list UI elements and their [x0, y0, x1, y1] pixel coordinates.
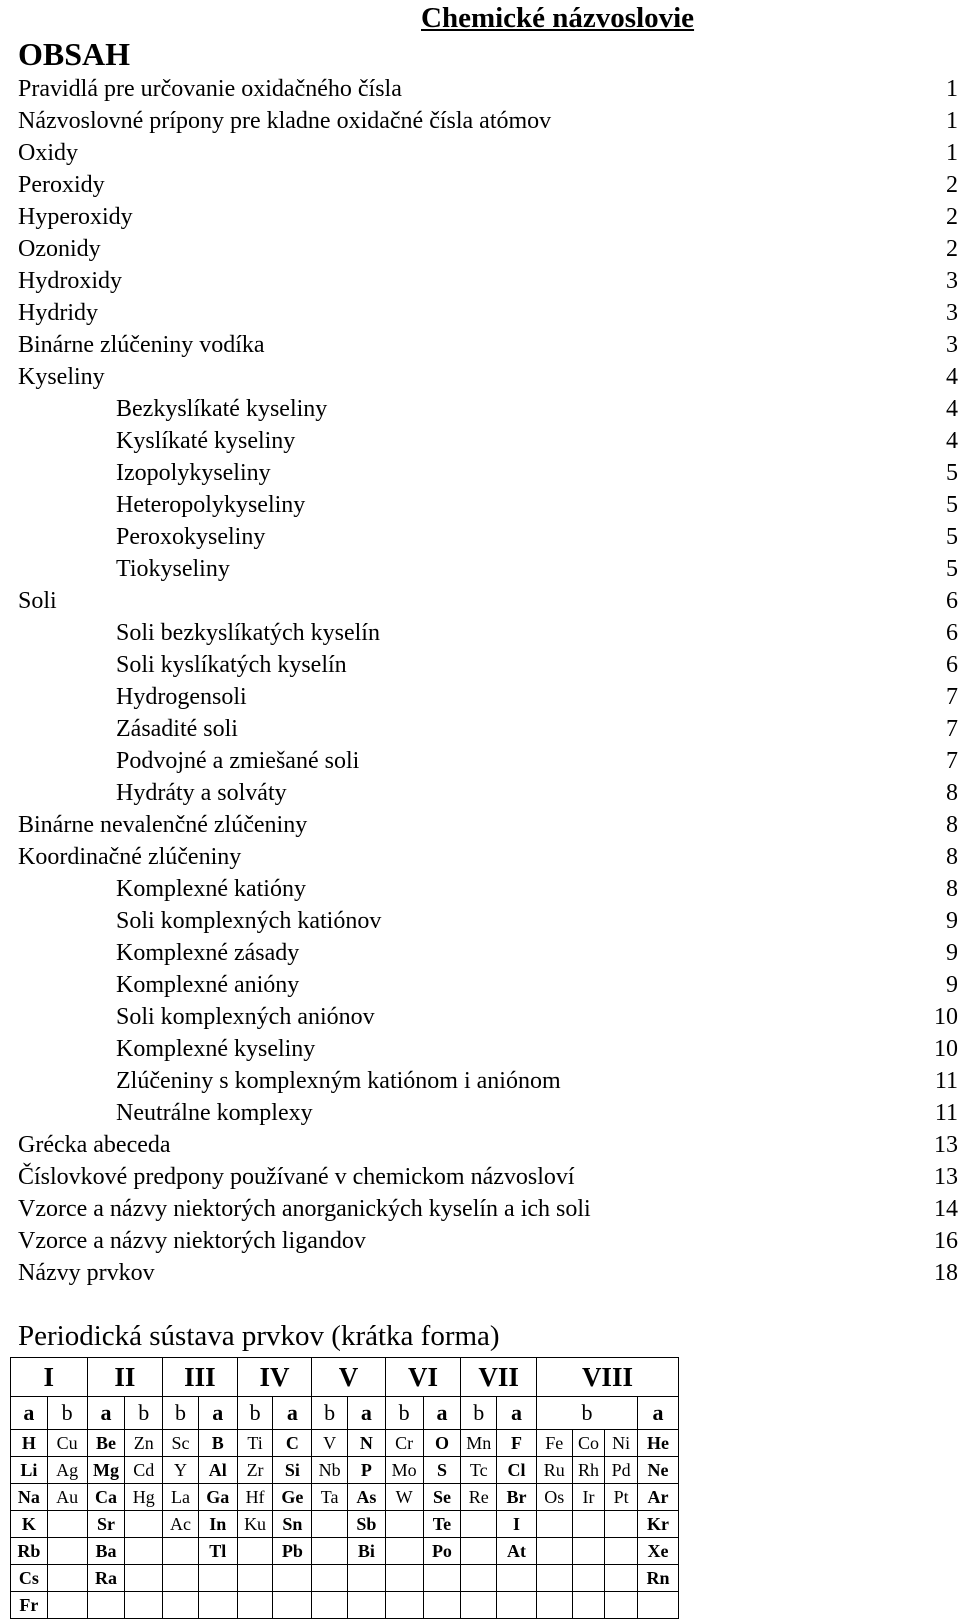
toc-entry[interactable]	[18, 233, 958, 265]
element-cell: Pt	[605, 1484, 638, 1511]
toc-entry-label: Peroxidy	[18, 172, 105, 198]
element-cell: Ne	[638, 1457, 679, 1484]
subgroup-row	[11, 1397, 679, 1430]
toc-entry[interactable]	[18, 329, 958, 361]
empty-cell	[163, 1538, 199, 1565]
toc-entry[interactable]	[18, 553, 958, 585]
element-cell: Ca	[87, 1484, 125, 1511]
toc-entry-label: Izopolykyseliny	[116, 460, 271, 486]
element-cell: Pd	[605, 1457, 638, 1484]
element-cell: Hf	[237, 1484, 273, 1511]
element-cell: Au	[47, 1484, 87, 1511]
toc-entry-label: Heteropolykyseliny	[116, 492, 306, 518]
element-cell: Cu	[47, 1430, 87, 1457]
empty-cell	[461, 1565, 497, 1592]
toc-entry-label: Oxidy	[18, 140, 78, 166]
toc-entry[interactable]	[18, 489, 958, 521]
empty-cell	[385, 1538, 423, 1565]
toc-entry[interactable]	[18, 457, 958, 489]
element-cell: Sc	[163, 1430, 199, 1457]
toc-entry-label: Vzorce a názvy niektorých anorganických kyselín a ich soli	[18, 1196, 591, 1222]
element-cell: Po	[423, 1538, 461, 1565]
period-row	[11, 1592, 679, 1619]
toc-entry-page-number: 16	[934, 1228, 958, 1254]
toc-entry[interactable]	[18, 105, 958, 137]
toc-entry-label: Názvoslovné prípony pre kladne oxidačné čísla atómov	[18, 108, 552, 134]
element-cell: C	[273, 1430, 312, 1457]
toc-entry-page-number: 1	[946, 76, 958, 102]
toc-entry-label: Soli bezkyslíkatých kyselín	[116, 620, 380, 646]
element-cell: Mn	[461, 1430, 497, 1457]
toc-entry[interactable]	[18, 937, 958, 969]
empty-cell	[312, 1565, 348, 1592]
element-cell: Tc	[461, 1457, 497, 1484]
empty-cell	[273, 1592, 312, 1619]
toc-entry-label: Soli komplexných aniónov	[116, 1004, 375, 1030]
toc-entry-label: Hydroxidy	[18, 268, 122, 294]
empty-cell	[385, 1511, 423, 1538]
toc-entry-page-number: 6	[946, 620, 958, 646]
toc-entry-page-number: 18	[934, 1260, 958, 1286]
element-cell: V	[312, 1430, 348, 1457]
group-header-cell: II	[87, 1358, 163, 1397]
toc-entry-label: Binárne zlúčeniny vodíka	[18, 332, 265, 358]
empty-cell	[572, 1565, 605, 1592]
element-cell: Ra	[87, 1565, 125, 1592]
element-cell: O	[423, 1430, 461, 1457]
empty-cell	[87, 1592, 125, 1619]
empty-cell	[572, 1538, 605, 1565]
toc-entry-label: Zásadité soli	[116, 716, 238, 742]
element-cell: Ag	[47, 1457, 87, 1484]
element-cell: F	[497, 1430, 537, 1457]
empty-cell	[273, 1565, 312, 1592]
element-cell: At	[497, 1538, 537, 1565]
empty-cell	[605, 1592, 638, 1619]
toc-entry-label: Tiokyseliny	[116, 556, 230, 582]
toc-entry-label: Kyseliny	[18, 364, 105, 390]
subgroup-cell: b	[237, 1397, 273, 1430]
toc-entry-label: Ozonidy	[18, 236, 101, 262]
element-cell: Rb	[11, 1538, 48, 1565]
group-header-cell: V	[312, 1358, 386, 1397]
empty-cell	[312, 1511, 348, 1538]
toc-entry-label: Komplexné anióny	[116, 972, 300, 998]
toc-entry-page-number: 2	[946, 204, 958, 230]
toc-entry-label: Bezkyslíkaté kyseliny	[116, 396, 328, 422]
subgroup-cell: a	[638, 1397, 679, 1430]
toc-entry-page-number: 3	[946, 268, 958, 294]
empty-cell	[125, 1511, 163, 1538]
subgroup-cell: b	[461, 1397, 497, 1430]
element-cell: Li	[11, 1457, 48, 1484]
toc-entry[interactable]	[18, 969, 958, 1001]
toc-entry-page-number: 13	[934, 1132, 958, 1158]
element-cell: Rn	[638, 1565, 679, 1592]
toc-entry-label: Hyperoxidy	[18, 204, 133, 230]
subgroup-cell: b	[47, 1397, 87, 1430]
period-row	[11, 1484, 679, 1511]
toc-entry-page-number: 5	[946, 556, 958, 582]
element-cell: La	[163, 1484, 199, 1511]
element-cell: Na	[11, 1484, 48, 1511]
empty-cell	[47, 1565, 87, 1592]
element-cell: Kr	[638, 1511, 679, 1538]
empty-cell	[423, 1565, 461, 1592]
element-cell: Al	[198, 1457, 237, 1484]
element-cell: Ba	[87, 1538, 125, 1565]
element-cell: K	[11, 1511, 48, 1538]
contents-heading: OBSAH	[18, 36, 131, 72]
period-row	[11, 1457, 679, 1484]
empty-cell	[163, 1565, 199, 1592]
empty-cell	[385, 1565, 423, 1592]
toc-entry[interactable]	[18, 137, 958, 169]
empty-cell	[423, 1592, 461, 1619]
toc-entry[interactable]	[18, 713, 958, 745]
subgroup-cell: a	[423, 1397, 461, 1430]
element-cell: In	[198, 1511, 237, 1538]
toc-entry-page-number: 7	[946, 684, 958, 710]
element-cell: Sr	[87, 1511, 125, 1538]
toc-entry-page-number: 2	[946, 172, 958, 198]
toc-entry-label: Peroxokyseliny	[116, 524, 266, 550]
toc-entry[interactable]	[18, 585, 958, 617]
element-cell: Ni	[605, 1430, 638, 1457]
toc-entry-page-number: 11	[934, 1100, 958, 1126]
empty-cell	[125, 1565, 163, 1592]
toc-entry-page-number: 4	[946, 428, 958, 454]
subgroup-cell: a	[87, 1397, 125, 1430]
subgroup-cell: a	[273, 1397, 312, 1430]
toc-entry-page-number: 5	[946, 492, 958, 518]
toc-entry[interactable]	[18, 201, 958, 233]
toc-entry[interactable]	[18, 1097, 958, 1129]
element-cell: B	[198, 1430, 237, 1457]
toc-entry-label: Hydráty a solváty	[116, 780, 287, 806]
toc-entry[interactable]	[18, 745, 958, 777]
element-cell: Ir	[572, 1484, 605, 1511]
toc-entry[interactable]	[18, 777, 958, 809]
toc-entry-label: Komplexné kyseliny	[116, 1036, 316, 1062]
toc-entry-page-number: 5	[946, 460, 958, 486]
toc-entry-page-number: 10	[934, 1036, 958, 1062]
toc-entry-label: Komplexné zásady	[116, 940, 300, 966]
subgroup-cell: b	[536, 1397, 637, 1430]
empty-cell	[347, 1592, 385, 1619]
toc-entry-label: Zlúčeniny s komplexným katiónom i aniónom	[116, 1068, 561, 1094]
toc-entry-page-number: 8	[946, 812, 958, 838]
subgroup-cell: b	[385, 1397, 423, 1430]
empty-cell	[237, 1592, 273, 1619]
subgroup-cell: a	[497, 1397, 537, 1430]
group-header-cell: VIII	[536, 1358, 678, 1397]
toc-entry-label: Soli komplexných katiónov	[116, 908, 382, 934]
group-header-cell: VI	[385, 1358, 461, 1397]
toc-entry[interactable]	[18, 809, 958, 841]
toc-entry-page-number: 9	[946, 908, 958, 934]
period-row	[11, 1430, 679, 1457]
element-cell: N	[347, 1430, 385, 1457]
element-cell: Y	[163, 1457, 199, 1484]
empty-cell	[347, 1565, 385, 1592]
subgroup-cell: b	[163, 1397, 199, 1430]
empty-cell	[605, 1538, 638, 1565]
element-cell: Ta	[312, 1484, 348, 1511]
element-cell: Be	[87, 1430, 125, 1457]
toc-entry[interactable]	[18, 649, 958, 681]
empty-cell	[461, 1538, 497, 1565]
empty-cell	[605, 1565, 638, 1592]
element-cell: Xe	[638, 1538, 679, 1565]
element-cell: Te	[423, 1511, 461, 1538]
toc-entry-label: Hydrogensoli	[116, 684, 247, 710]
group-header-cell: IV	[237, 1358, 312, 1397]
element-cell: Rh	[572, 1457, 605, 1484]
group-header-cell: I	[11, 1358, 88, 1397]
subgroup-cell: a	[11, 1397, 48, 1430]
empty-cell	[163, 1592, 199, 1619]
empty-cell	[461, 1592, 497, 1619]
toc-entry-page-number: 3	[946, 332, 958, 358]
element-cell: Fe	[536, 1430, 572, 1457]
element-cell: Hg	[125, 1484, 163, 1511]
toc-entry-label: Neutrálne komplexy	[116, 1100, 313, 1126]
toc-entry[interactable]	[18, 905, 958, 937]
element-cell: Co	[572, 1430, 605, 1457]
toc-entry-label: Podvojné a zmiešané soli	[116, 748, 360, 774]
empty-cell	[572, 1592, 605, 1619]
empty-cell	[47, 1538, 87, 1565]
toc-entry[interactable]	[18, 169, 958, 201]
element-cell: Se	[423, 1484, 461, 1511]
group-header-row	[11, 1358, 679, 1397]
toc-entry[interactable]	[18, 1001, 958, 1033]
element-cell: W	[385, 1484, 423, 1511]
element-cell: Zn	[125, 1430, 163, 1457]
element-cell: Si	[273, 1457, 312, 1484]
periodic-table	[10, 1357, 679, 1619]
empty-cell	[536, 1592, 572, 1619]
element-cell: Os	[536, 1484, 572, 1511]
toc-entry[interactable]	[18, 73, 958, 105]
empty-cell	[536, 1538, 572, 1565]
element-cell: Ru	[536, 1457, 572, 1484]
empty-cell	[47, 1592, 87, 1619]
element-cell: Mo	[385, 1457, 423, 1484]
element-cell: Ku	[237, 1511, 273, 1538]
element-cell: Bi	[347, 1538, 385, 1565]
toc-entry[interactable]	[18, 297, 958, 329]
subgroup-cell: a	[347, 1397, 385, 1430]
subgroup-cell: a	[198, 1397, 237, 1430]
element-cell: P	[347, 1457, 385, 1484]
empty-cell	[385, 1592, 423, 1619]
toc-entry-page-number: 9	[946, 972, 958, 998]
element-cell: Cr	[385, 1430, 423, 1457]
toc-entry-label: Komplexné katióny	[116, 876, 306, 902]
toc-entry[interactable]	[18, 1033, 958, 1065]
toc-entry-page-number: 8	[946, 876, 958, 902]
table-of-contents	[18, 73, 958, 1289]
toc-entry-label: Grécka abeceda	[18, 1132, 171, 1158]
element-cell: Nb	[312, 1457, 348, 1484]
empty-cell	[536, 1565, 572, 1592]
element-cell: Fr	[11, 1592, 48, 1619]
empty-cell	[497, 1565, 537, 1592]
empty-cell	[198, 1592, 237, 1619]
toc-entry-label: Koordinačné zlúčeniny	[18, 844, 242, 870]
period-row	[11, 1538, 679, 1565]
empty-cell	[125, 1538, 163, 1565]
toc-entry[interactable]	[18, 521, 958, 553]
empty-cell	[312, 1592, 348, 1619]
empty-cell	[638, 1592, 679, 1619]
empty-cell	[461, 1511, 497, 1538]
toc-entry-page-number: 7	[946, 716, 958, 742]
element-cell: Ti	[237, 1430, 273, 1457]
toc-entry-page-number: 4	[946, 396, 958, 422]
toc-entry-page-number: 4	[946, 364, 958, 390]
toc-entry-page-number: 9	[946, 940, 958, 966]
group-header-cell: VII	[461, 1358, 537, 1397]
toc-entry-label: Soli kyslíkatých kyselín	[116, 652, 347, 678]
subgroup-cell: b	[125, 1397, 163, 1430]
toc-entry[interactable]	[18, 681, 958, 713]
toc-entry-page-number: 13	[934, 1164, 958, 1190]
element-cell: He	[638, 1430, 679, 1457]
toc-entry-label: Názvy prvkov	[18, 1260, 155, 1286]
toc-entry[interactable]	[18, 393, 958, 425]
group-header-cell: III	[163, 1358, 238, 1397]
toc-entry-page-number: 10	[934, 1004, 958, 1030]
period-row	[11, 1511, 679, 1538]
toc-entry[interactable]	[18, 361, 958, 393]
page-title: Chemické názvoslovie	[421, 2, 695, 34]
element-cell: Cl	[497, 1457, 537, 1484]
toc-entry[interactable]	[18, 1225, 958, 1257]
empty-cell	[125, 1592, 163, 1619]
toc-entry[interactable]	[18, 1129, 958, 1161]
toc-entry[interactable]	[18, 1065, 958, 1097]
element-cell: Mg	[87, 1457, 125, 1484]
element-cell: Sb	[347, 1511, 385, 1538]
element-cell: Ar	[638, 1484, 679, 1511]
periodic-table-title: Periodická sústava prvkov (krátka forma)	[18, 1320, 500, 1352]
toc-entry-label: Vzorce a názvy niektorých ligandov	[18, 1228, 366, 1254]
toc-entry[interactable]	[18, 1193, 958, 1225]
empty-cell	[237, 1565, 273, 1592]
toc-entry-page-number: 7	[946, 748, 958, 774]
element-cell: I	[497, 1511, 537, 1538]
element-cell: Tl	[198, 1538, 237, 1565]
empty-cell	[312, 1538, 348, 1565]
toc-entry[interactable]	[18, 873, 958, 905]
subgroup-cell: b	[312, 1397, 348, 1430]
toc-entry-page-number: 11	[934, 1068, 958, 1094]
empty-cell	[572, 1511, 605, 1538]
period-row	[11, 1565, 679, 1592]
toc-entry-page-number: 6	[946, 588, 958, 614]
element-cell: Re	[461, 1484, 497, 1511]
element-cell: Zr	[237, 1457, 273, 1484]
empty-cell	[198, 1565, 237, 1592]
toc-entry-label: Číslovkové predpony používané v chemickom názvosloví	[18, 1164, 575, 1190]
element-cell: Cs	[11, 1565, 48, 1592]
toc-entry-label: Kyslíkaté kyseliny	[116, 428, 296, 454]
toc-entry-page-number: 8	[946, 844, 958, 870]
element-cell: As	[347, 1484, 385, 1511]
empty-cell	[47, 1511, 87, 1538]
element-cell: Pb	[273, 1538, 312, 1565]
toc-entry[interactable]	[18, 1161, 958, 1193]
toc-entry[interactable]	[18, 841, 958, 873]
toc-entry-label: Pravidlá pre určovanie oxidačného čísla	[18, 76, 402, 102]
toc-entry-page-number: 2	[946, 236, 958, 262]
toc-entry[interactable]	[18, 425, 958, 457]
toc-entry[interactable]	[18, 617, 958, 649]
empty-cell	[536, 1511, 572, 1538]
element-cell: Ac	[163, 1511, 199, 1538]
toc-entry[interactable]	[18, 265, 958, 297]
empty-cell	[237, 1538, 273, 1565]
toc-entry-label: Soli	[18, 588, 57, 614]
toc-entry-page-number: 5	[946, 524, 958, 550]
toc-entry-page-number: 1	[946, 140, 958, 166]
toc-entry[interactable]	[18, 1257, 958, 1289]
toc-entry-page-number: 14	[934, 1196, 958, 1222]
toc-entry-label: Binárne nevalenčné zlúčeniny	[18, 812, 308, 838]
toc-entry-page-number: 1	[946, 108, 958, 134]
toc-entry-label: Hydridy	[18, 300, 98, 326]
element-cell: S	[423, 1457, 461, 1484]
toc-entry-page-number: 8	[946, 780, 958, 806]
toc-entry-page-number: 3	[946, 300, 958, 326]
toc-entry-page-number: 6	[946, 652, 958, 678]
element-cell: Br	[497, 1484, 537, 1511]
empty-cell	[605, 1511, 638, 1538]
element-cell: Sn	[273, 1511, 312, 1538]
element-cell: Ge	[273, 1484, 312, 1511]
element-cell: H	[11, 1430, 48, 1457]
element-cell: Ga	[198, 1484, 237, 1511]
empty-cell	[497, 1592, 537, 1619]
element-cell: Cd	[125, 1457, 163, 1484]
